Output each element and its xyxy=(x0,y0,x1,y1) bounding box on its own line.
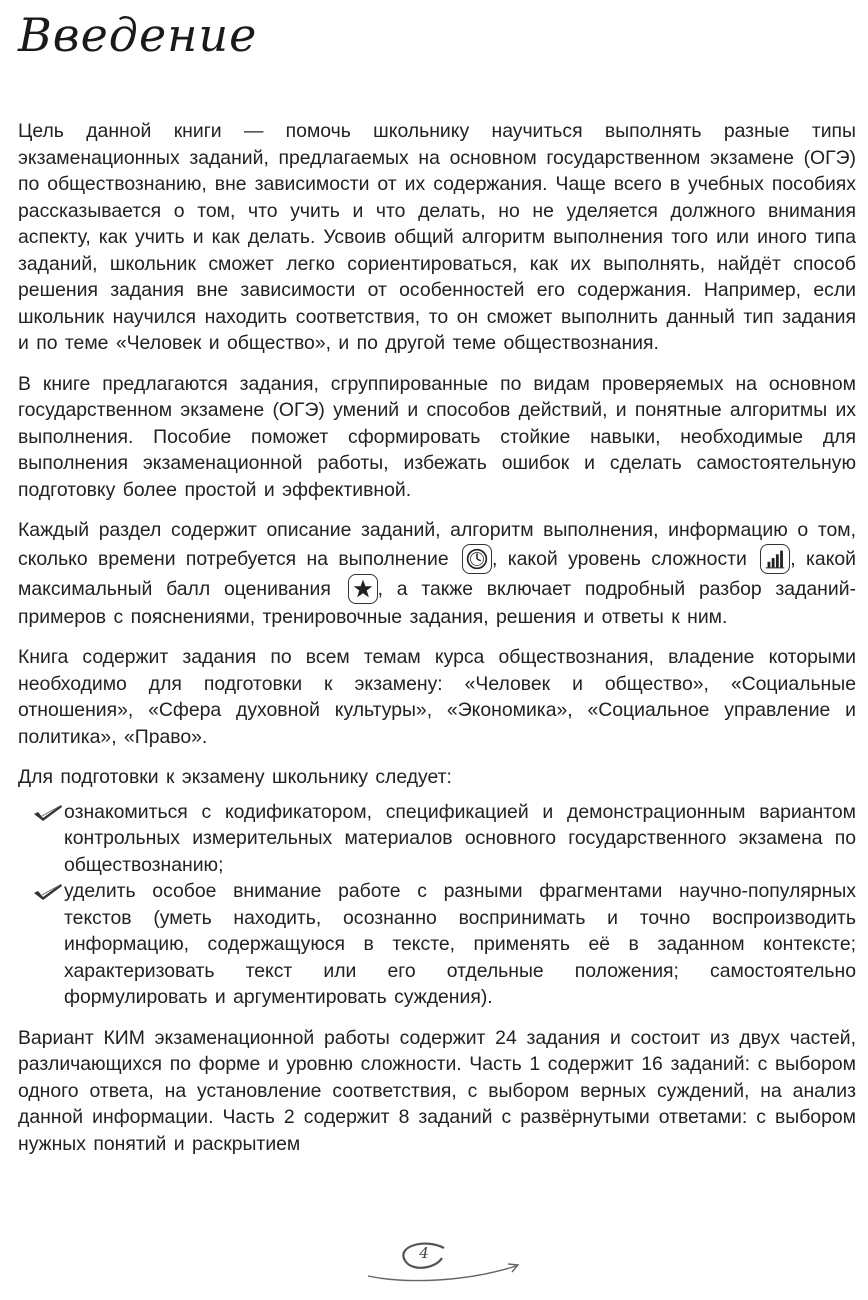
paragraph-section-structure xyxy=(18,517,856,630)
page-ornament-icon xyxy=(366,1232,526,1286)
paragraph-book-tasks: В книге предлагаются задания, сгруппированные по видам проверяемых на основном государственном экзамене (ОГЭ) умений и способов действий, и понятные алгоритмы их выполнения. Пособие поможет сформировать стойкие навыки, необходимые для выполнения экзаменационной работы, избежать ошибок и сделать самостоятельную подготовку более простой и эффективной. xyxy=(18,372,856,501)
paragraph-kim-variant: Вариант КИМ экзаменационной работы содержит 24 задания и состоит из двух частей, различающихся по форме и уровню сложности. Часть 1 содержит 16 заданий: с выбором одного ответа, на установление соответствия, с выбором верных суждений, на анализ данной информации. Часть 2 содержит 8 заданий с развёрнутыми ответами: с выбором нужных понятий и раскрытием xyxy=(18,1026,856,1155)
clock-icon xyxy=(462,544,492,574)
paragraph-topics: Книга содержит задания по всем темам курса обществознания, владение которыми необходимо для подготовки к экзамену: «Человек и общество», «Социальные отношения», «Сфера духовной культуры», «Экономика», «Социальное управление и политика», «Право». xyxy=(18,646,856,748)
main-content xyxy=(18,118,856,1171)
bar-chart-icon xyxy=(760,544,790,574)
page-number: 4 xyxy=(419,1244,429,1262)
list-item xyxy=(18,799,856,879)
checkmark-icon xyxy=(32,803,64,823)
paragraph-text-d: , а также включает подробный разбор заданий-примеров с пояснениями, тренировочные задания, решения и ответы к ним. xyxy=(18,577,857,628)
paragraph-intro-goal: Цель данной книги — помочь школьнику научиться выполнять разные типы экзаменационных заданий, предлагаемых на основном государственном экзамене (ОГЭ) по обществознанию, вне зависимости от их содержания. Чаще всего в учебных пособиях рассказывается о том, что учить и что делать, но не уделяется должного внимания аспекту, как учить и как делать. Усвоив общий алгоритм выполнения того или иного типа заданий, школьник сможет легко сориентироваться, как их выполнять, найдёт способ решения задания вне зависимости от особенностей его содержания. Например, если школьник научился находить соответствия, то он сможет выполнить данный тип задания и по теме «Человек и общество», и по другой теме обществознания. xyxy=(18,120,856,354)
list-item-text: уделить особое внимание работе с разными фрагментами научно-популярных текстов (уметь находить, осознанно воспринимать и точно воспроизводить информацию, содержащуюся в тексте, применять её в заданном контексте; характеризовать текст или его отдельные положения; самостоятельно формулировать и аргументировать суждения). xyxy=(64,880,856,1008)
prep-checklist xyxy=(18,799,856,1011)
star-icon xyxy=(348,574,378,604)
paragraph-prep-lead: Для подготовки к экзамену школьнику следует: xyxy=(18,766,452,788)
page-footer xyxy=(366,1232,526,1286)
paragraph-text-a: Каждый раздел содержит описание заданий, алгоритм выполнения, информацию о том, сколько времени потребуется на выполнение xyxy=(18,519,856,570)
list-item-text: ознакомиться с кодификатором, спецификацией и демонстрационным вариантом контрольных измерительных материалов основного государственного экзамена по обществознанию; xyxy=(64,800,856,876)
paragraph-text-b: , какой уровень сложности xyxy=(491,547,747,570)
page-title: Введение xyxy=(18,8,258,62)
list-item xyxy=(18,878,856,1011)
checkmark-icon xyxy=(32,882,64,902)
paragraph-text-c: , какой максимальный балл оценивания xyxy=(18,547,857,600)
